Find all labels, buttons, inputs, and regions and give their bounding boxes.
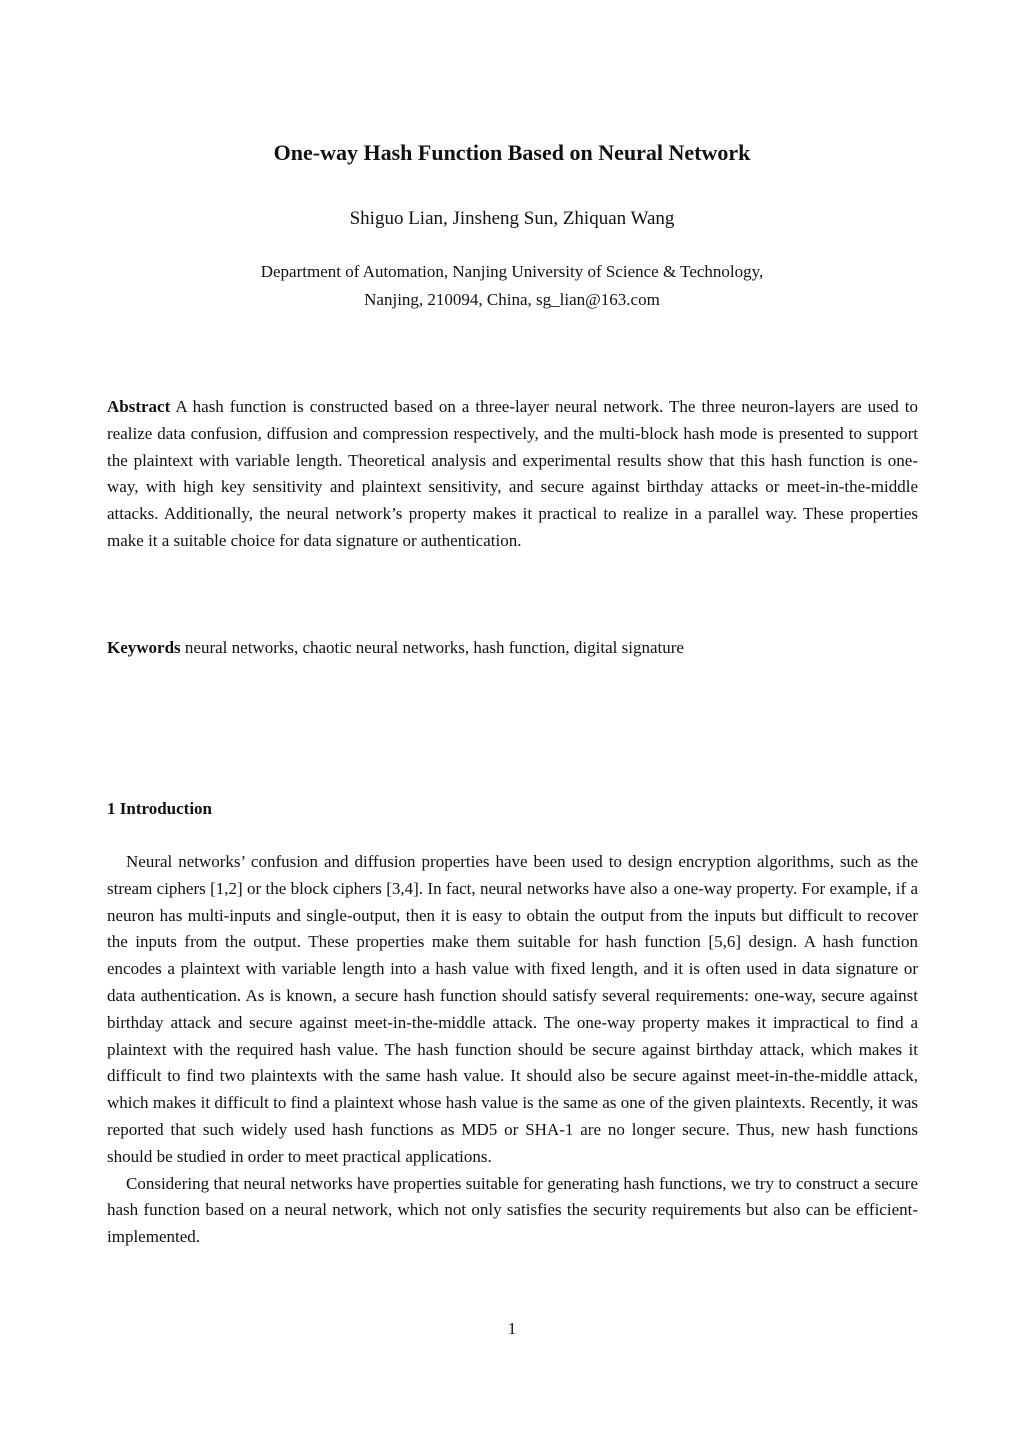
abstract xyxy=(107,394,918,555)
affiliation xyxy=(0,258,1024,314)
paper-title: One-way Hash Function Based on Neural Network xyxy=(273,140,751,165)
section-heading-introduction: 1 Introduction xyxy=(107,799,213,818)
intro-paragraph-1: Neural networks’ confusion and diffusion properties have been used to design encryption algorithms, such as the stream ciphers [1,2] or the block ciphers [3,4]. In fact, neural networks have also a one-way property. For example, if a neuron has multi-inputs and single-output, then it is easy to obtain the output from the inputs but difficult to recover the inputs from the output. These properties make them suitable for hash function [5,6] design. A hash function encodes a plaintext with variable length into a hash value with fixed length, and it is often used in data signature or data authentication. As is known, a secure hash function should satisfy several requirements: one-way, secure against birthday attack and secure against meet-in-the-middle attack. The one-way property makes it impractical to find a plaintext with the required hash value. The hash function should be secure against birthday attack, which makes it difficult to find two plaintexts with the same hash value. It should also be secure against meet-in-the-middle attack, which makes it difficult to find a plaintext whose hash value is the same as one of the given plaintexts. Recently, it was reported that such widely used hash functions as MD5 or SHA-1 are no longer secure. Thus, new hash functions should be studied in order to meet practical applications. xyxy=(107,852,918,1166)
intro-paragraph-2: Considering that neural networks have properties suitable for generating hash functions, we try to construct a secure hash function based on a neural network, which not only satisfies the security requirements but also can be efficient-implemented. xyxy=(107,1173,918,1247)
abstract-label: Abstract xyxy=(107,397,171,416)
author-list: Shiguo Lian, Jinsheng Sun, Zhiquan Wang xyxy=(349,208,675,229)
page-number: 1 xyxy=(507,1319,517,1338)
affiliation-line-2: Nanjing, 210094, China, sg_lian@163.com xyxy=(364,290,660,309)
keywords xyxy=(107,635,918,662)
keywords-label: Keywords xyxy=(107,638,181,657)
introduction-body xyxy=(107,849,918,1251)
abstract-text: A hash function is constructed based on a three-layer neural network. The three neuron-layers are used to realize data confusion, diffusion and compression respectively, and the multi-block hash mode is presented to support the plaintext with variable length. Theoretical analysis and experimental results show that this hash function is one-way, with high key sensitivity and plaintext sensitivity, and secure against birthday attacks or meet-in-the-middle attacks. Additionally, the neural network’s property makes it practical to realize in a parallel way. These properties make it a suitable choice for data signature or authentication. xyxy=(107,397,918,550)
affiliation-line-1: Department of Automation, Nanjing University of Science & Technology, xyxy=(260,262,764,281)
keywords-text: neural networks, chaotic neural networks, hash function, digital signature xyxy=(180,638,684,657)
